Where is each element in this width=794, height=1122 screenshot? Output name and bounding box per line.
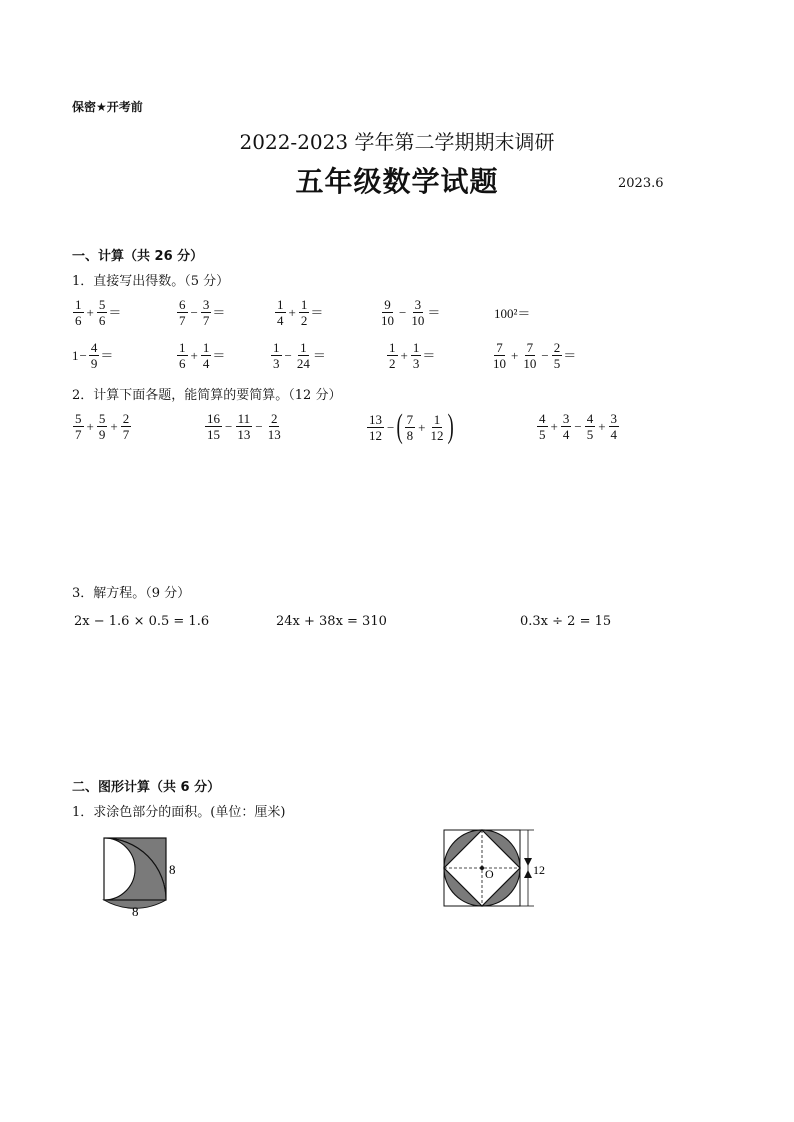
equation-2: 24x + 38x = 310: [276, 614, 387, 629]
exam-term-title: 2022-2023 学年第二学期期末调研: [239, 130, 555, 154]
calc-item-2: $\frac{16}{15}$ − $\frac{11}{13}$ − $\frac{2}{13}$: [207, 411, 281, 442]
calc-item-3: $\frac{13}{12}$ − ( $\frac{7}{8}$ + $\frac{1}{12}$ ): [369, 408, 454, 445]
oral-item-6: 1 − $\frac{4}{9}$ ＝: [72, 340, 114, 371]
arrow-down-icon: [524, 858, 532, 866]
section-2-question-1-label: 1．求涂色部分的面积。(单位：厘米): [72, 805, 286, 820]
calc-item-1: $\frac{5}{7}$ + $\frac{5}{9}$ + $\frac{2}{7}$: [75, 411, 130, 442]
oral-item-5: 100²＝: [494, 306, 531, 321]
exam-date: 2023.6: [618, 176, 664, 191]
oral-item-3: $\frac{1}{4}$ + $\frac{1}{2}$ ＝: [277, 297, 324, 328]
center-point: [480, 866, 484, 870]
question-3-label: 3．解方程。（9 分）: [72, 586, 191, 601]
oral-item-1: $\frac{1}{6}$ + $\frac{5}{6}$ ＝: [75, 297, 122, 328]
center-label: O: [485, 867, 494, 881]
equation-3: 0.3x ÷ 2 = 15: [520, 614, 612, 629]
question-2-label: 2．计算下面各题，能简算的要简算。（12 分）: [72, 388, 342, 403]
calc-item-4: $\frac{4}{5}$ + $\frac{3}{4}$ − $\frac{4}{5}$ + $\frac{3}{4}$: [539, 411, 618, 442]
oral-item-2: $\frac{6}{7}$ − $\frac{3}{7}$ ＝: [179, 297, 226, 328]
figure-circle-inscribed-square: [436, 822, 566, 912]
oral-item-4: $\frac{9}{10}$ − $\frac{3}{10}$ ＝: [381, 297, 441, 328]
section-2-heading: 二、图形计算（共 6 分）: [72, 780, 221, 795]
oral-item-9: $\frac{1}{2}$ + $\frac{1}{3}$ ＝: [389, 340, 436, 371]
height-label: 12: [533, 863, 545, 877]
section-1-heading: 一、计算（共 26 分）: [72, 249, 204, 264]
question-1-label: 1．直接写出得数。（5 分）: [72, 274, 230, 289]
figure-square-quarter-circle: [96, 832, 196, 922]
oral-item-10: $\frac{7}{10}$ + $\frac{7}{10}$ − $\frac{2}{5}$ ＝: [493, 340, 577, 371]
arrow-up-icon: [524, 870, 532, 878]
oral-item-8: $\frac{1}{3}$ − $\frac{1}{24}$ ＝: [273, 340, 326, 371]
oral-item-7: $\frac{1}{6}$ + $\frac{1}{4}$ ＝: [179, 340, 226, 371]
side-length-label: 8: [169, 862, 176, 877]
confidential-label: 保密★开考前: [72, 100, 143, 114]
equation-1: 2x − 1.6 × 0.5 = 1.6: [74, 614, 210, 629]
bottom-length-label: 8: [132, 904, 139, 919]
exam-subject-title: 五年级数学试题: [295, 165, 499, 198]
